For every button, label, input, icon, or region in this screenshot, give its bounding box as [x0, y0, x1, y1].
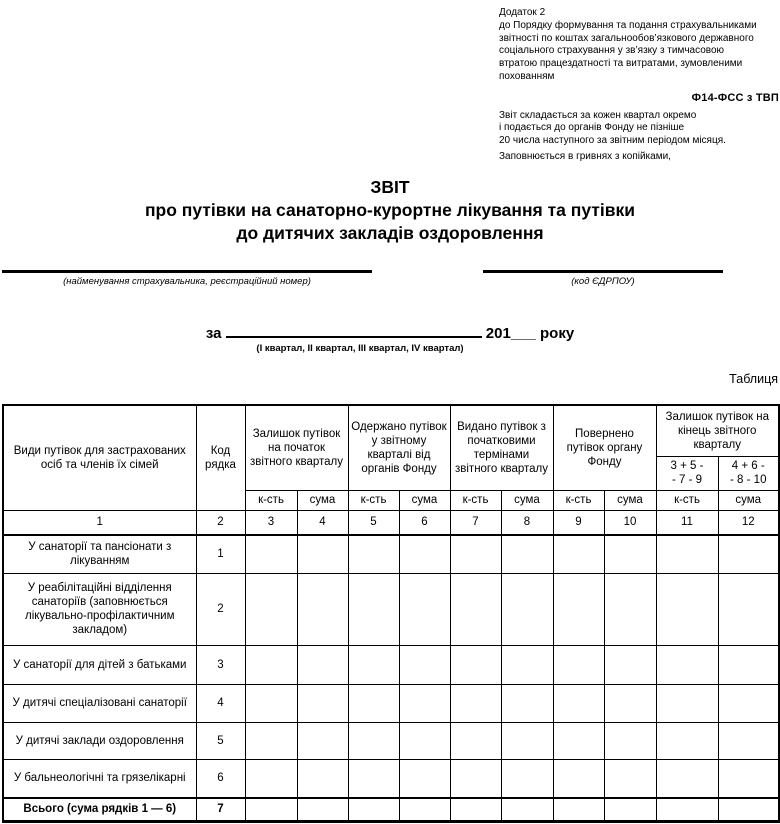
empty-cell [553, 573, 604, 645]
header-formula-col11 [656, 456, 718, 490]
empty-cell [245, 722, 297, 759]
header-group-issued: Видано путівок з початковими термінами звітного кварталу [450, 405, 553, 490]
table-row [3, 759, 779, 798]
empty-cell [501, 573, 553, 645]
empty-cell [297, 722, 348, 759]
header-sum: сума [399, 490, 450, 510]
empty-cell [501, 759, 553, 798]
empty-cell [348, 535, 399, 573]
empty-cell [501, 798, 553, 821]
annex-line: Додаток 2 [499, 7, 546, 18]
header-sum: сума [297, 490, 348, 510]
empty-cell [718, 684, 779, 722]
period-blank-line [226, 323, 482, 338]
formula-line: 4 + 6 - [731, 460, 765, 472]
header-sum: сума [604, 490, 656, 510]
empty-cell [450, 684, 501, 722]
empty-cell [399, 759, 450, 798]
empty-cell [245, 573, 297, 645]
column-number: 8 [501, 510, 553, 535]
column-number: 10 [604, 510, 656, 535]
table-row [3, 535, 779, 573]
column-number: 3 [245, 510, 297, 535]
formula-line: - 8 - 10 [730, 474, 767, 486]
insurer-name-line [2, 270, 372, 273]
row-code: 5 [196, 722, 245, 759]
row-label: У реабілітаційні відділення санаторіїв (заповнюється лікувально-профілактичним закладом) [3, 573, 196, 645]
column-number: 12 [718, 510, 779, 535]
period-year: 201 [485, 325, 511, 342]
row-label: У санаторії для дітей з батьками [3, 645, 196, 684]
empty-cell [399, 798, 450, 821]
empty-cell [348, 798, 399, 821]
empty-cell [656, 798, 718, 821]
header-sum: сума [718, 490, 779, 510]
empty-cell [348, 759, 399, 798]
empty-cell [553, 684, 604, 722]
period-year-blank: ___ [510, 325, 536, 342]
column-number: 4 [297, 510, 348, 535]
period-line [0, 323, 780, 342]
empty-cell [604, 759, 656, 798]
empty-cell [348, 645, 399, 684]
empty-cell [656, 535, 718, 573]
empty-cell [656, 722, 718, 759]
empty-cell [297, 759, 348, 798]
empty-cell [450, 798, 501, 821]
header-qty: к-сть [553, 490, 604, 510]
header-qty: к-сть [245, 490, 297, 510]
empty-cell [450, 535, 501, 573]
empty-cell [501, 684, 553, 722]
empty-cell [348, 573, 399, 645]
empty-cell [604, 645, 656, 684]
row-code: 3 [196, 645, 245, 684]
header-formula-col12 [718, 456, 779, 490]
submission-note-line: 20 числа наступного за звітним періодом місяця. [499, 135, 726, 147]
annex-line: соціального страхування у зв’язку з тимчасовою [499, 45, 725, 57]
header-group-closing-balance: Залишок путівок на кінець звітного кварталу [656, 405, 779, 456]
row-code: 6 [196, 759, 245, 798]
total-row-label: Всього (сума рядків 1 — 6) [3, 798, 196, 821]
fill-note: Заповнюється в гривнях з копійками, [499, 150, 671, 162]
header-sum: сума [501, 490, 553, 510]
empty-cell [604, 798, 656, 821]
empty-cell [297, 645, 348, 684]
empty-cell [399, 645, 450, 684]
empty-cell [348, 684, 399, 722]
period-prefix: за [205, 325, 222, 342]
header-qty: к-сть [450, 490, 501, 510]
empty-cell [245, 798, 297, 821]
row-label: У санаторії та пансіонати з лікуванням [3, 535, 196, 573]
column-number: 2 [196, 510, 245, 535]
header-row-code: Код рядка [196, 405, 245, 510]
annex-line: звітності по коштах загальнообов’язкового державного [499, 32, 754, 44]
empty-cell [245, 759, 297, 798]
submission-note-line: Звіт складається за кожен квартал окремо [499, 109, 697, 121]
edrpou-line [483, 270, 723, 273]
empty-cell [718, 798, 779, 821]
empty-cell [399, 684, 450, 722]
empty-cell [245, 645, 297, 684]
annex-line: до Порядку формування та подання страхувальниками [499, 19, 757, 31]
insurer-name-caption: (найменування страхувальника, реєстраційний номер) [63, 276, 311, 287]
empty-cell [718, 759, 779, 798]
empty-cell [718, 722, 779, 759]
header-qty: к-сть [348, 490, 399, 510]
submission-note-line: і подається до органів Фонду не пізніше [499, 122, 685, 134]
formula-line: 3 + 5 - [670, 460, 704, 472]
empty-cell [604, 535, 656, 573]
empty-cell [297, 684, 348, 722]
row-label: У бальнеологічні та грязелікарні [3, 759, 196, 798]
table-row [3, 684, 779, 722]
quarter-caption: (І квартал, ІІ квартал, ІІІ квартал, IV квартал) [256, 343, 464, 354]
column-number: 5 [348, 510, 399, 535]
empty-cell [501, 535, 553, 573]
header-group-received: Одержано путівок у звітному кварталі від органів Фонду [348, 405, 450, 490]
column-number: 1 [3, 510, 196, 535]
row-label: У дитячі заклади оздоровлення [3, 722, 196, 759]
row-code: 4 [196, 684, 245, 722]
empty-cell [245, 535, 297, 573]
table-label: Таблиця [729, 372, 778, 386]
title-line-2: про путівки на санаторно-курортне лікування та путівки [144, 200, 636, 220]
empty-cell [553, 798, 604, 821]
empty-cell [245, 684, 297, 722]
formula-line: - 7 - 9 [671, 474, 703, 486]
annex-line: втратою працездатності та витратами, зумовленими [499, 58, 743, 70]
row-code: 1 [196, 535, 245, 573]
empty-cell [718, 573, 779, 645]
column-number: 11 [656, 510, 718, 535]
vouchers-table [2, 404, 780, 823]
header-voucher-types: Види путівок для застрахованих осіб та членів їх сімей [3, 405, 196, 510]
page-title [0, 176, 780, 245]
column-number: 6 [399, 510, 450, 535]
empty-cell [553, 759, 604, 798]
empty-cell [553, 535, 604, 573]
title-line-1: ЗВІТ [370, 177, 410, 197]
empty-cell [604, 684, 656, 722]
row-code: 2 [196, 573, 245, 645]
empty-cell [553, 722, 604, 759]
empty-cell [718, 535, 779, 573]
header-group-returned: Повернено путівок органу Фонду [553, 405, 656, 490]
empty-cell [399, 535, 450, 573]
empty-cell [399, 722, 450, 759]
empty-cell [501, 645, 553, 684]
header-group-opening-balance: Залишок путівок на початок звітного кварталу [245, 405, 348, 490]
period-suffix: року [540, 325, 575, 342]
edrpou-caption: (код ЄДРПОУ) [571, 276, 635, 287]
empty-cell [297, 798, 348, 821]
empty-cell [297, 573, 348, 645]
row-label: У дитячі спеціалізовані санаторії [3, 684, 196, 722]
table-row [3, 573, 779, 645]
table-row-total [3, 798, 779, 821]
empty-cell [656, 573, 718, 645]
empty-cell [718, 645, 779, 684]
empty-cell [450, 645, 501, 684]
empty-cell [604, 722, 656, 759]
form-code: Ф14-ФСС з ТВП [691, 91, 779, 104]
column-number: 7 [450, 510, 501, 535]
header-qty: к-сть [656, 490, 718, 510]
empty-cell [348, 722, 399, 759]
empty-cell [399, 573, 450, 645]
empty-cell [656, 759, 718, 798]
annex-header [499, 7, 779, 164]
annex-line: похованням [499, 70, 555, 82]
empty-cell [553, 645, 604, 684]
column-number: 9 [553, 510, 604, 535]
empty-cell [297, 535, 348, 573]
empty-cell [450, 759, 501, 798]
empty-cell [501, 722, 553, 759]
title-line-3: до дитячих закладів оздоровлення [236, 223, 544, 243]
empty-cell [656, 684, 718, 722]
row-code: 7 [196, 798, 245, 821]
empty-cell [656, 645, 718, 684]
empty-cell [450, 573, 501, 645]
empty-cell [450, 722, 501, 759]
empty-cell [604, 573, 656, 645]
table-row [3, 645, 779, 684]
table-row [3, 722, 779, 759]
